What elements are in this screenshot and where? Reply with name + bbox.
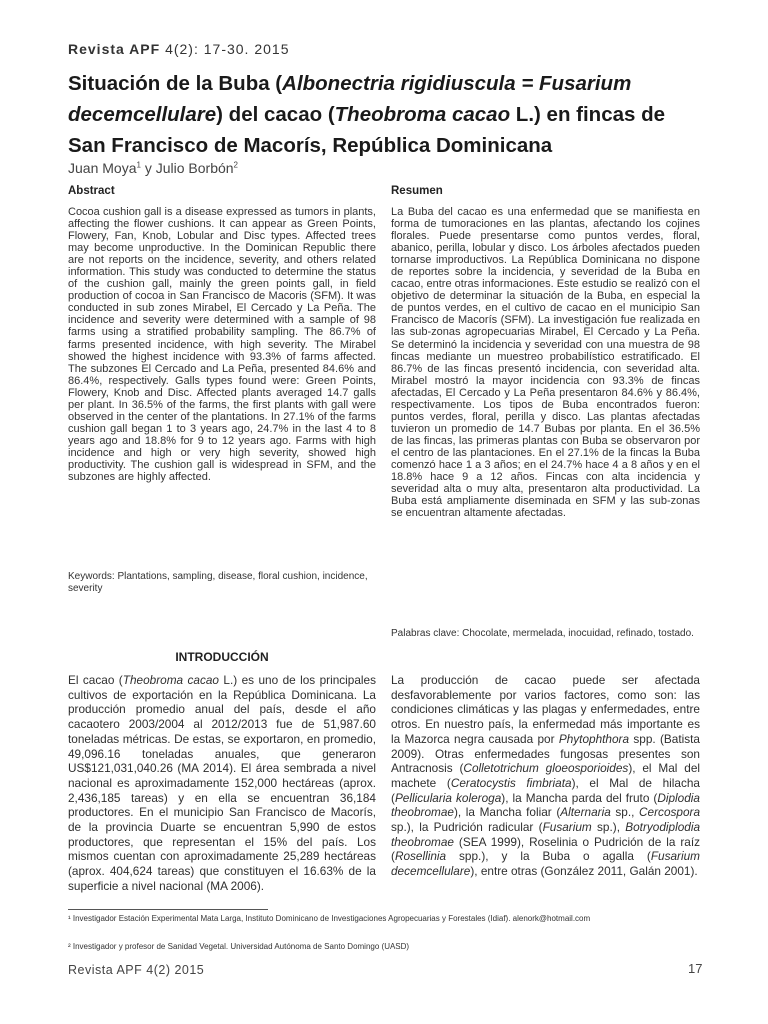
author-name: Juan Moya [68, 160, 137, 176]
text-run: sp., [610, 805, 640, 820]
title-part: Situación de la Buba ( [68, 72, 283, 95]
text-run: El cacao ( [68, 673, 123, 687]
resumen-text: La Buba del cacao es una enfermedad que se manifiesta en forma de tumoraciones en las plantas, afectando los cojines florales. Puede presentarse como puntos verdes, floral, abanico, perilla, lobular y disco. Los árboles afectados pueden tornarse improductivos. La República Dominicana no dispone de reportes sobre la incidencia, y severidad de la Buba en cacao, entre otras informaciones. Este estudio se realizó con el objetivo de determinar la situación de la Buba, en especial la de puntos verdes, en el cultivo de cacao en el municipio San Francisco de Macorís (SFM). La investigación fue realizada en las sub-zonas agropecuarias Mirabel, El Cercado y La Peña. Se determinó la incidencia y severidad con una muestra de 98 fincas mediante un muestreo probabilístico estratificado. El 86.7% de las fincas presentó incidencia, con severidad alta. Mirabel mostró la mayor incidencia con 93.3% de fincas afectadas, El Cercado y La Peña presentaron 84.6% y 86.4%, respectivamente. Los tipos de Buba encontrados fueron: puntos verdes, floral, perilla y disco. Las plantas afectadas tuvieron un promedio de 14.7 Bubas por planta. En el 36.5% de las fincas, las primeras plantas con Buba se observaron por el centro de las plantaciones. En el 27.1% de la fincas la Buba comenzó hace 1 a 3 años; en el 24.7% hace 4 a 8 años y en el 18.8% hace 9 a 12 años. Fincas con alta incidencia y severidad alta o muy alta, presentaron alta productividad. La Buba está ampliamente diseminada en SFM y las sub-zonas se encuentran altamente afectadas. [391, 206, 700, 520]
title-part: ) del cacao ( [216, 103, 335, 126]
resumen-heading: Resumen [391, 185, 443, 197]
section-heading: INTRODUCCIÓN [175, 650, 269, 664]
abstract-heading: Abstract [68, 185, 115, 197]
species-name: Fusarium decemcellulare [391, 849, 700, 879]
author-affiliation-mark: 2 [233, 160, 238, 170]
text-run: ), la Mancha foliar ( [453, 805, 561, 820]
footnote-2: ² Investigador y profesor de Sanidad Vegetal. Universidad Autónoma de Santo Domingo (UASD) [68, 942, 410, 951]
author-separator: y [140, 160, 156, 176]
text-run: La producción de cacao puede ser afectada desfavorablemente por varios factores, como son: las condiciones climáticas y las plagas y enfermedades, entre otros. En nuestro país, la enfermedad más importante es la Mazorca negra causada por [391, 673, 700, 746]
resumen-keywords: Palabras clave: Chocolate, mermelada, inocuidad, refinado, tostado. [391, 628, 694, 639]
text-run: ), el Mal de hilacha ( [391, 775, 700, 805]
species-name: Fusarium [542, 820, 592, 835]
text-run: spp. (Batista 2009). Otras enfermedades fungosas presentes son Antracnosis ( [391, 731, 700, 776]
species-name: Pellicularia koleroga [394, 790, 502, 805]
title-species: Theobroma cacao [334, 103, 511, 126]
species-name: Ceratocystis fimbriata [450, 775, 572, 790]
text-run: spp.), y la Buba o agalla ( [446, 849, 651, 864]
footer-journal: Revista APF 4(2) 2015 [68, 963, 205, 977]
species-name: Colletotrichum gloeosporioides [463, 761, 629, 776]
author-name: Julio Borbón [155, 160, 234, 176]
page-number: 17 [688, 961, 703, 976]
text-run: L.) es uno de los principales cultivos de exportación en la República Dominicana. La producción promedio anual del país, desde el año cacaotero 2003/2004 al 2012/2013 fue de 51,987.60 toneladas métricas. De estas, se exportaron, en promedio, 49,096.16 toneladas anuales, que generaron US$121,031,040.26 (MA 2014). El área sembrada a nivel nacional es aproximadamente 152,000 hectáreas (aprox. 2,436,185 tareas) y en ella se encuentran 36,184 productores. En el municipio San Francisco de Macorís, de la provincia Duarte se encuentran 5,990 de estos productores, que representan el 15% del país. Los mismos cuentan con aproximadamente 25,289 hectáreas (aprox. 404,624 tareas) que constituyen el 16.63% de la superficie a nivel nacional (MA 2006). [68, 673, 377, 893]
text-run: sp.), la Pudrición radicular ( [391, 820, 543, 835]
species-name: Phytophthora [558, 731, 630, 746]
abstract-text: Cocoa cushion gall is a disease expressed as tumors in plants, affecting the flower cushions. It can appear as Green Points, Flowery, Fan, Knob, Lobular and Disc types. Affected trees may become unproductive. In the Dominican Republic there are not reports on the incidence, severity, and others related information. This study was conducted to determine the status of the cushion gall, mainly the green points gall, in field production of cocoa in San Francisco de Macoris (SFM). It was conducted in sub zones Mirabel, El Cercado y La Peña. The incidence and severity were determined with a sample of 98 farms using a stratified probability sampling. The 86.7% of farms presented incidence, with high severity. The Mirabel showed the highest incidence with 93.3% of farms affected. The subzones El Cercado and La Peña, presented 84.6% and 86.4%, respectively. Galls types found were: Green Points, Flowery, Knob and Disc. Affected plants averaged 14.7 galls per plant. In 36.5% of the farms, the first plants with gall were observed in the center of the plantations. In 27.1% of the farms cushion gall began 1 to 3 years ago, 24.7% in the last 4 to 8 years ago and 18.8% for 9 to 12 years ago. Farms with high incidence and high or very high severity, showed high productivity. The cushion gall is widespread in SFM, and the subzones are highly affected. [68, 206, 376, 484]
text-run: ), la Mancha parda del fruto ( [501, 790, 658, 805]
species-name: Alternaria [560, 805, 611, 820]
intro-right-paragraph [391, 673, 700, 879]
species-name: Cercospora [639, 805, 701, 820]
species-name: Botryodiplodia theobromae [391, 820, 701, 849]
intro-left-paragraph [68, 673, 376, 894]
text-run: ), el Mal del machete ( [391, 761, 700, 790]
footnote-divider [68, 909, 268, 910]
species-name: Theobroma cacao [122, 673, 219, 687]
journal-issue: 4(2): 17-30. 2015 [160, 41, 290, 57]
journal-name: Revista APF [68, 41, 161, 57]
author-affiliation-mark: 1 [136, 160, 141, 170]
species-name: Rosellinia [394, 849, 447, 864]
journal-citation [68, 41, 289, 57]
abstract-keywords: Keywords: Plantations, sampling, disease, floral cushion, incidence, severity [68, 571, 368, 594]
title-part: L.) en fincas de San Francisco de Macorís, República Dominicana [68, 103, 666, 157]
species-name: Diplodia theobromae [391, 790, 700, 820]
text-run: sp.), [591, 820, 626, 835]
footnote-1: ¹ Investigador Estación Experimental Mata Larga, Instituto Dominicano de Investigaciones Agropecuarias y Forestales (Idiaf). alenork@hotmail.com [68, 914, 591, 923]
text-run: (SEA 1999), Roselinia o Pudrición de la raíz ( [391, 834, 700, 864]
author-list [68, 160, 238, 176]
article-title [68, 68, 704, 161]
text-run: ), entre otras (González 2011, Galán 2001). [470, 864, 698, 879]
title-species: Albonectria rigidiuscula = Fusarium decemcellulare [68, 72, 632, 126]
